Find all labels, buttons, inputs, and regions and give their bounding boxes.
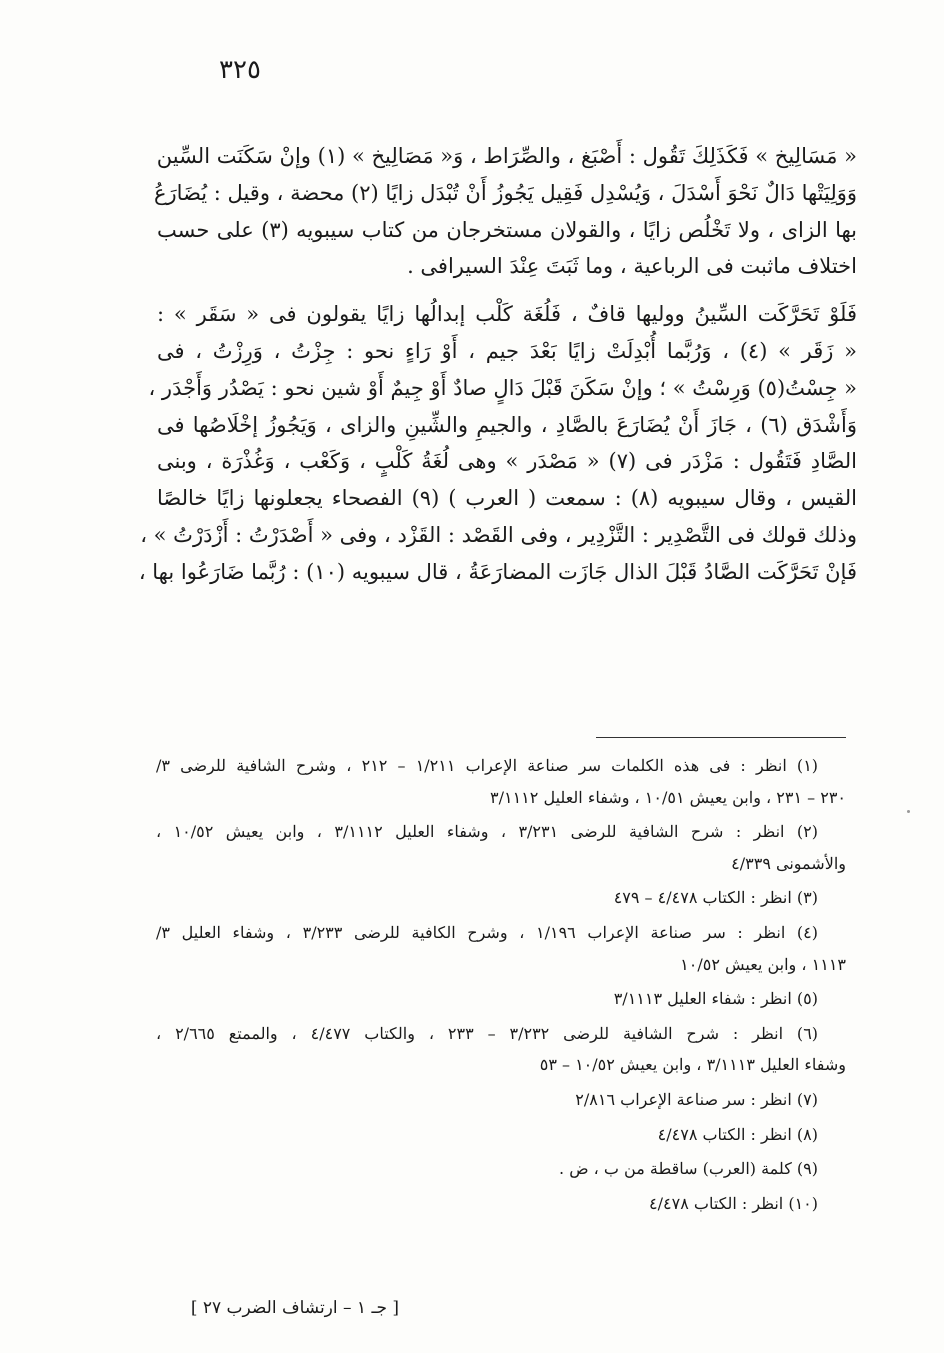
footnote-line: (١) انظر : فى هذه الكلمات سر صناعة الإعراب ١/٢١١ – ٢١٢ ، وشرح الشافية للرضى ٣/ xyxy=(156,756,819,775)
text-line: « مَسَالِيخ » فَكَذَلِكَ تَقُول : أَصْبَغ ، والصِّرَاط ، وَ« مَصَالِيخ » (١) وإنْ سَكَنَت السِّين xyxy=(156,144,857,168)
footnote-line: (٥) انظر : شفاء العليل ٣/١١١٣ xyxy=(613,989,818,1009)
margin-speck xyxy=(907,810,910,813)
text-line: « زَقَر » (٤) ، وَرُبَّما أُبْدِلَتْ زايًا بَعْدَ جيم ، أَوْ رَاءٍ نحو : جِزْتُ ، وَرِزْتُ ، فى xyxy=(157,338,857,363)
footnotes xyxy=(156,750,846,1219)
main-text xyxy=(138,138,858,591)
footnote-line: ١١١٣ ، وابن يعيش ١٠/٥٢ xyxy=(680,954,846,974)
footnote-line: (٤) انظر : سر صناعة الإعراب ١/١٩٦ ، وشرح الكافية للرضى ٣/٢٣٣ ، وشفاء العليل ٣/ xyxy=(156,922,818,942)
text-line: فَإنْ تَحَرَّكَت الصَّادُ قَبْلَ الذال جَازَت المضارَعَةُ ، قال سيبويه (١٠) : رُبَّما ضَارَعُوا بها ، xyxy=(138,559,857,584)
footnote-line: والأشمونى ٤/٣٣٩ xyxy=(731,853,846,873)
text-line: فَلَوْ تَحَرَّكَت السِّينُ ووليها قافٌ ، فَلُغَة كَلْب إبدالُها زايًا يقولون فى « سَقَر » : xyxy=(157,302,857,327)
footnote-line: وشفاء العليل ٣/١١١٣ ، وابن يعيش ١٠/٥٢ – ٥٣ xyxy=(539,1055,846,1075)
footnote-line: (٣) انظر : الكتاب ٤/٤٧٨ – ٤٧٩ xyxy=(613,888,818,908)
text-line: الصَّادِ فَتَقُول : مَزْدَر فى (٧) « مَصْدَر » وهى لُغَةُ كَلْبٍ ، وَكَعْب ، وَغُذْرَة ، وبنى xyxy=(157,449,857,474)
footnote-line: (٩) كلمة (العرب) ساقطة من ب ، ض . xyxy=(559,1159,818,1179)
paragraph-gap xyxy=(157,285,857,296)
volume-signature: [ جـ ١ – ارتشاف الضرب ٢٧ ] xyxy=(190,1298,399,1318)
footnote-line: (٧) انظر : سر صناعة الإعراب ٢/٨١٦ xyxy=(575,1089,818,1109)
footnote-line: (٦) انظر : شرح الشافية للرضى ٣/٢٣٢ – ٢٣٣ ، والكتاب ٤/٤٧٧ ، والممتع ٢/٦٦٥ ، xyxy=(156,1023,819,1043)
text-line: اختلاف ماثبت فى الرباعية ، وما ثَبَتَ عِنْدَ السيرافى . xyxy=(407,254,857,279)
text-line: وَأَشْدَق (٦) ، جَازَ أَنْ يُضَارَعَ بالصَّادِ ، والجيمِ والشِّينِ والزاى ، وَيَجُوزُ إخْلَاصُها فى xyxy=(157,412,857,437)
footnote-line: (٢) انظر : شرح الشافية للرضى ٣/٢٣١ ، وشفاء العليل ٣/١١١٢ ، وابن يعيش ١٠/٥٢ ، xyxy=(156,822,818,842)
text-line: وذلك قولك فى التَّصْدِير : التَّزْدِير ، وفى القَصْد : القَزْد ، وفى « أَصْدَرْتُ : أَزْدَرْتُ » ، xyxy=(140,522,857,547)
text-line: « جِسْتُ(٥) وَرِسْتُ » ؛ وإنْ سَكَنَ قَبْلَ دَالٍ صادٌ أَوْ جِيمٌ أَوْ شين نحو : يَصْدُر وَأَجْدَر ، xyxy=(148,375,857,400)
text-line: وَوَلِيَتْها دَالٌ نَحْوَ أَسْدَلَ ، وَيُسْدِل فَقِيل يَجُوزُ أَنْ تُبْدَل زايًا (٢) محضة ، وقيل : يُضَارَعُ xyxy=(154,180,857,205)
text-line: القيس ، وقال سيبويه (٨) : سمعت ( العرب ) (٩) الفصحاء يجعلونها زايًا خالصًا xyxy=(157,486,858,511)
footnote-separator xyxy=(596,737,846,738)
footnote-line: ٢٣٠ – ٢٣١ ، وابن يعيش ١٠/٥١ ، وشفاء العليل ٣/١١١٢ xyxy=(490,787,846,807)
page-number: ٣٢٥ xyxy=(219,55,261,85)
footnote-line: (٨) انظر : الكتاب ٤/٤٧٨ xyxy=(657,1124,818,1144)
text-line: بها الزاى ، ولا تَخْلُص زايًا ، والقولان مستخرجان من كتاب سيبويه (٣) على حسب xyxy=(157,217,857,242)
footnote-line: (١٠) انظر : الكتاب ٤/٤٧٨ xyxy=(649,1193,818,1213)
